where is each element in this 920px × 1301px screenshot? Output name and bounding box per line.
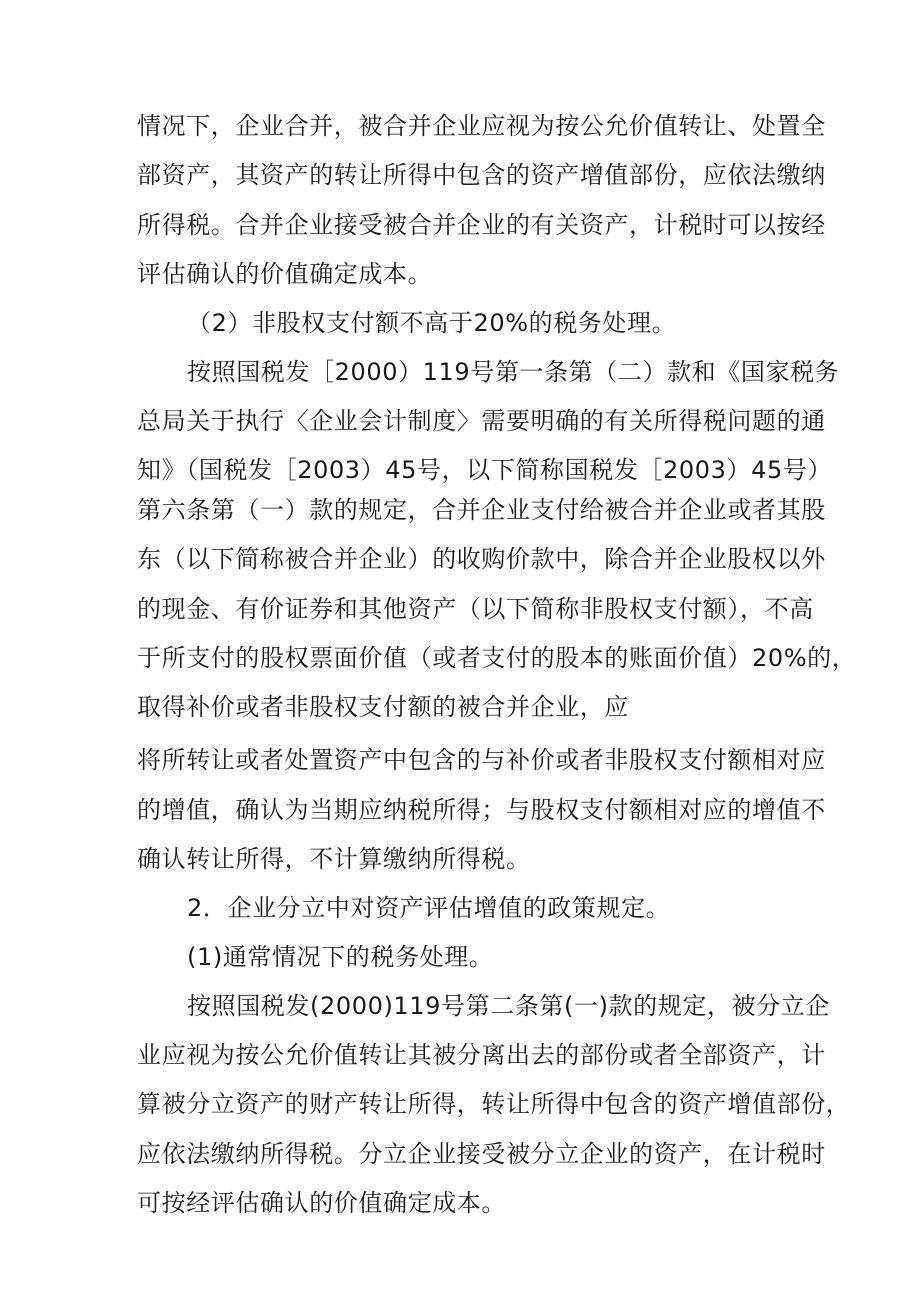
text-line: 取得补价或者非股权支付额的被合并企业，应 — [137, 693, 629, 721]
text-line: 确认转让所得，不计算缴纳所得税。 — [137, 845, 531, 873]
text-line: 应依法缴纳所得税。分立企业接受被分立企业的资产，在计税时 — [137, 1140, 826, 1168]
text-line: 知》（国税发［2003）45号，以下简称国税发［2003）45号） — [137, 456, 833, 484]
text-line: 部资产，其资产的转让所得中包含的资产增值部份，应依法缴纳 — [137, 161, 826, 189]
text-line: 所得税。合并企业接受被合并企业的有关资产，计税时可以按经 — [137, 211, 826, 239]
text-line: 算被分立资产的财产转让所得，转让所得中包含的资产增值部份， — [137, 1090, 851, 1118]
text-line: 可按经评估确认的价值确定成本。 — [137, 1189, 506, 1217]
section-heading: (1)通常情况下的税务处理。 — [187, 943, 494, 971]
section-heading: （2）非股权支付额不高于20%的税务处理。 — [187, 309, 677, 337]
text-line: 情况下，企业合并，被合并企业应视为按公允价值转让、处置全 — [137, 112, 826, 140]
text-line: 按照国税发(2000)119号第二条第(一)款的规定，被分立企 — [187, 992, 830, 1020]
text-line: 东（以下简称被合并企业）的收购价款中，除合并企业股权以外 — [137, 545, 826, 573]
text-line: 按照国税发［2000）119号第一条第（二）款和《国家税务 — [187, 358, 840, 386]
text-line: 评估确认的价值确定成本。 — [137, 260, 433, 288]
text-line: 的增值，确认为当期应纳税所得；与股权支付额相对应的增值不 — [137, 796, 826, 824]
text-line: 总局关于执行〈企业会计制度〉需要明确的有关所得税问题的通 — [137, 407, 826, 435]
text-line: 将所转让或者处置资产中包含的与补价或者非股权支付额相对应 — [137, 746, 826, 774]
section-heading: 2．企业分立中对资产评估增值的政策规定。 — [187, 894, 671, 922]
text-line: 第六条第（一）款的规定，合并企业支付给被合并企业或者其股 — [137, 496, 826, 524]
text-line: 于所支付的股权票面价值（或者支付的股本的账面价值）20%的， — [137, 644, 857, 672]
text-line: 的现金、有价证券和其他资产（以下简称非股权支付额），不高 — [137, 595, 814, 623]
text-line: 业应视为按公允价值转让其被分离出去的部份或者全部资产，计 — [137, 1041, 826, 1069]
